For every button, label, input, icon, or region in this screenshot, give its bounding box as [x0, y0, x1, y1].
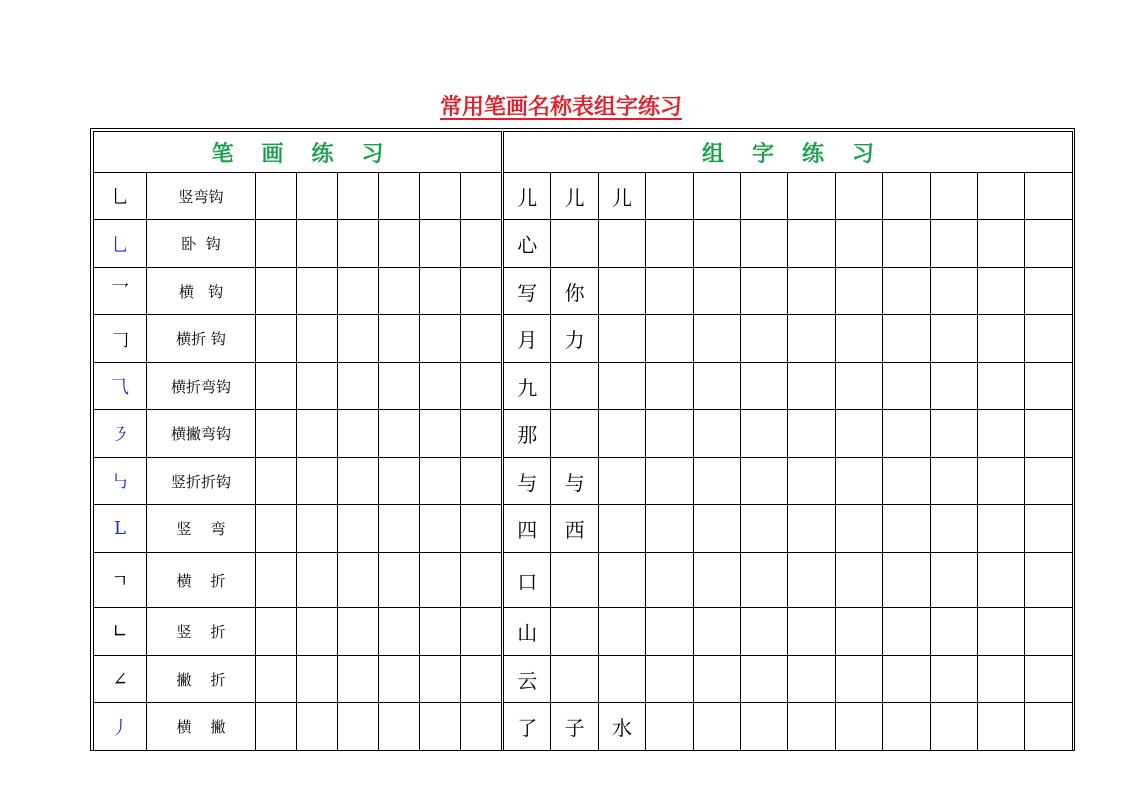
- practice-box[interactable]: [379, 268, 420, 315]
- practice-box[interactable]: [256, 656, 297, 703]
- practice-box[interactable]: [338, 553, 379, 608]
- practice-box[interactable]: [978, 410, 1025, 458]
- practice-box[interactable]: [835, 608, 882, 656]
- practice-box[interactable]: [835, 363, 882, 410]
- practice-box[interactable]: [835, 553, 882, 608]
- practice-box[interactable]: [646, 268, 693, 315]
- practice-box[interactable]: [646, 553, 693, 608]
- practice-box[interactable]: [978, 173, 1025, 220]
- practice-box[interactable]: [461, 363, 502, 410]
- practice-box[interactable]: [646, 656, 693, 703]
- practice-box[interactable]: [256, 553, 297, 608]
- example-char: [598, 268, 645, 315]
- practice-box[interactable]: [883, 608, 930, 656]
- practice-box[interactable]: [256, 505, 297, 553]
- compose-practice-header: 组字练习: [504, 132, 1073, 173]
- practice-box[interactable]: [835, 505, 882, 553]
- example-char: 力: [551, 315, 598, 363]
- practice-box[interactable]: [741, 220, 788, 268]
- practice-box[interactable]: [978, 553, 1025, 608]
- compose-practice-table: [503, 131, 1073, 751]
- practice-box[interactable]: [883, 268, 930, 315]
- practice-box[interactable]: [461, 410, 502, 458]
- practice-box[interactable]: [978, 458, 1025, 505]
- practice-box[interactable]: [978, 315, 1025, 363]
- stroke-row: [94, 656, 502, 703]
- practice-box[interactable]: [420, 410, 461, 458]
- example-char: 儿: [551, 173, 598, 220]
- practice-box[interactable]: [741, 553, 788, 608]
- practice-box[interactable]: [741, 505, 788, 553]
- practice-box[interactable]: [297, 458, 338, 505]
- practice-box[interactable]: [420, 608, 461, 656]
- practice-box[interactable]: [256, 410, 297, 458]
- stroke-symbol: ⺄: [94, 363, 147, 410]
- practice-box[interactable]: [379, 173, 420, 220]
- practice-box[interactable]: [930, 315, 977, 363]
- practice-box[interactable]: [297, 608, 338, 656]
- practice-box[interactable]: [379, 363, 420, 410]
- practice-box[interactable]: [1025, 458, 1073, 505]
- practice-box[interactable]: [338, 703, 379, 751]
- stroke-symbol: ∠: [94, 656, 147, 703]
- stroke-row: [94, 220, 502, 268]
- example-char: [551, 656, 598, 703]
- practice-box[interactable]: [1025, 363, 1073, 410]
- example-char: [551, 410, 598, 458]
- practice-box[interactable]: [646, 363, 693, 410]
- example-char: [598, 458, 645, 505]
- practice-box[interactable]: [256, 220, 297, 268]
- practice-box[interactable]: [338, 458, 379, 505]
- practice-box[interactable]: [338, 315, 379, 363]
- practice-box[interactable]: [883, 458, 930, 505]
- practice-box[interactable]: [338, 173, 379, 220]
- practice-box[interactable]: [461, 458, 502, 505]
- practice-box[interactable]: [835, 173, 882, 220]
- practice-box[interactable]: [338, 608, 379, 656]
- stroke-name: 横 撇: [147, 703, 256, 751]
- practice-box[interactable]: [788, 315, 835, 363]
- practice-box[interactable]: [297, 315, 338, 363]
- practice-box[interactable]: [978, 220, 1025, 268]
- practice-box[interactable]: [978, 268, 1025, 315]
- practice-box[interactable]: [741, 703, 788, 751]
- practice-box[interactable]: [883, 363, 930, 410]
- practice-box[interactable]: [420, 268, 461, 315]
- practice-box[interactable]: [420, 703, 461, 751]
- practice-box[interactable]: [835, 703, 882, 751]
- compose-row: [504, 458, 1073, 505]
- practice-box[interactable]: [930, 363, 977, 410]
- practice-box[interactable]: [461, 553, 502, 608]
- practice-box[interactable]: [297, 553, 338, 608]
- example-char: [551, 553, 598, 608]
- practice-box[interactable]: [978, 703, 1025, 751]
- practice-box[interactable]: [978, 363, 1025, 410]
- practice-box[interactable]: [379, 410, 420, 458]
- practice-box[interactable]: [883, 553, 930, 608]
- practice-box[interactable]: [338, 410, 379, 458]
- stroke-name: 竖折折钩: [147, 458, 256, 505]
- practice-box[interactable]: [646, 458, 693, 505]
- practice-box[interactable]: [420, 553, 461, 608]
- example-char: 水: [598, 703, 645, 751]
- practice-box[interactable]: [883, 410, 930, 458]
- practice-box[interactable]: [646, 315, 693, 363]
- practice-box[interactable]: [646, 220, 693, 268]
- practice-box[interactable]: [693, 363, 740, 410]
- practice-box[interactable]: [835, 458, 882, 505]
- practice-box[interactable]: [461, 220, 502, 268]
- practice-box[interactable]: [256, 173, 297, 220]
- practice-box[interactable]: [297, 220, 338, 268]
- practice-box[interactable]: [693, 458, 740, 505]
- practice-box[interactable]: [693, 268, 740, 315]
- practice-box[interactable]: [420, 458, 461, 505]
- practice-box[interactable]: [741, 315, 788, 363]
- compose-row: [504, 703, 1073, 751]
- example-char: [598, 363, 645, 410]
- practice-box[interactable]: [930, 220, 977, 268]
- practice-box[interactable]: [338, 363, 379, 410]
- stroke-symbol: 𠃌: [94, 315, 147, 363]
- practice-box[interactable]: [1025, 553, 1073, 608]
- practice-box[interactable]: [693, 656, 740, 703]
- practice-box[interactable]: [379, 505, 420, 553]
- example-char: [598, 608, 645, 656]
- stroke-symbol: 乚: [94, 173, 147, 220]
- stroke-symbol: 乛: [94, 268, 147, 315]
- stroke-practice-header: 笔画练习: [94, 132, 502, 173]
- example-char: 儿: [598, 173, 645, 220]
- compose-row: [504, 315, 1073, 363]
- example-char: 与: [551, 458, 598, 505]
- stroke-name: 横撇弯钩: [147, 410, 256, 458]
- practice-box[interactable]: [461, 703, 502, 751]
- practice-box[interactable]: [338, 656, 379, 703]
- stroke-name: 横 钩: [147, 268, 256, 315]
- practice-box[interactable]: [379, 315, 420, 363]
- practice-box[interactable]: [788, 505, 835, 553]
- stroke-symbol: 乚: [94, 220, 147, 268]
- stroke-name: 竖 折: [147, 608, 256, 656]
- practice-box[interactable]: [883, 220, 930, 268]
- practice-box[interactable]: [646, 703, 693, 751]
- practice-box[interactable]: [741, 458, 788, 505]
- practice-box[interactable]: [297, 363, 338, 410]
- practice-box[interactable]: [930, 173, 977, 220]
- stroke-symbol: ㇉: [94, 458, 147, 505]
- example-char: 口: [504, 553, 551, 608]
- stroke-name: 横 折: [147, 553, 256, 608]
- stroke-symbol: ∟: [94, 608, 147, 656]
- practice-box[interactable]: [1025, 220, 1073, 268]
- practice-box[interactable]: [693, 410, 740, 458]
- practice-box[interactable]: [835, 315, 882, 363]
- practice-box[interactable]: [883, 656, 930, 703]
- practice-box[interactable]: [835, 220, 882, 268]
- example-char: [551, 363, 598, 410]
- practice-box[interactable]: [883, 173, 930, 220]
- compose-row: [504, 608, 1073, 656]
- example-char: 那: [504, 410, 551, 458]
- practice-box[interactable]: [788, 656, 835, 703]
- compose-row: [504, 505, 1073, 553]
- practice-box[interactable]: [1025, 656, 1073, 703]
- practice-box[interactable]: [930, 608, 977, 656]
- practice-box[interactable]: [420, 315, 461, 363]
- stroke-row: [94, 505, 502, 553]
- practice-box[interactable]: [256, 703, 297, 751]
- practice-box[interactable]: [1025, 703, 1073, 751]
- example-char: [551, 220, 598, 268]
- practice-box[interactable]: [297, 268, 338, 315]
- example-char: [598, 656, 645, 703]
- practice-box[interactable]: [379, 553, 420, 608]
- practice-box[interactable]: [646, 173, 693, 220]
- practice-box[interactable]: [379, 608, 420, 656]
- example-char: 山: [504, 608, 551, 656]
- example-char: 儿: [504, 173, 551, 220]
- practice-box[interactable]: [978, 656, 1025, 703]
- practice-box[interactable]: [788, 363, 835, 410]
- practice-box[interactable]: [420, 505, 461, 553]
- stroke-symbol: L: [94, 505, 147, 553]
- practice-box[interactable]: [883, 703, 930, 751]
- practice-box[interactable]: [1025, 173, 1073, 220]
- stroke-practice-table: [93, 131, 502, 751]
- practice-box[interactable]: [379, 220, 420, 268]
- stroke-row: [94, 315, 502, 363]
- example-char: 月: [504, 315, 551, 363]
- practice-box[interactable]: [930, 703, 977, 751]
- stroke-row: [94, 703, 502, 751]
- example-char: 你: [551, 268, 598, 315]
- practice-box[interactable]: [788, 703, 835, 751]
- stroke-row: [94, 268, 502, 315]
- practice-box[interactable]: [741, 268, 788, 315]
- example-char: [598, 553, 645, 608]
- practice-box[interactable]: [338, 268, 379, 315]
- stroke-row: [94, 363, 502, 410]
- compose-row: [504, 410, 1073, 458]
- practice-box[interactable]: [741, 656, 788, 703]
- practice-box[interactable]: [338, 220, 379, 268]
- practice-box[interactable]: [693, 315, 740, 363]
- practice-box[interactable]: [256, 608, 297, 656]
- practice-box[interactable]: [693, 703, 740, 751]
- practice-box[interactable]: [741, 608, 788, 656]
- practice-box[interactable]: [338, 505, 379, 553]
- practice-box[interactable]: [1025, 608, 1073, 656]
- practice-box[interactable]: [297, 505, 338, 553]
- example-char: 四: [504, 505, 551, 553]
- compose-row: [504, 173, 1073, 220]
- stroke-row: [94, 553, 502, 608]
- practice-box[interactable]: [741, 410, 788, 458]
- practice-box[interactable]: [256, 363, 297, 410]
- practice-box[interactable]: [420, 173, 461, 220]
- stroke-row: [94, 608, 502, 656]
- practice-box[interactable]: [978, 608, 1025, 656]
- practice-box[interactable]: [788, 268, 835, 315]
- practice-box[interactable]: [693, 553, 740, 608]
- example-char: [598, 220, 645, 268]
- example-char: 云: [504, 656, 551, 703]
- practice-box[interactable]: [741, 363, 788, 410]
- practice-box[interactable]: [978, 505, 1025, 553]
- practice-box[interactable]: [1025, 505, 1073, 553]
- stroke-name: 撇 折: [147, 656, 256, 703]
- practice-box[interactable]: [788, 553, 835, 608]
- practice-box[interactable]: [646, 410, 693, 458]
- compose-row: [504, 268, 1073, 315]
- page-title: 常用笔画名称表组字练习: [439, 94, 682, 120]
- stroke-row: [94, 458, 502, 505]
- example-char: 子: [551, 703, 598, 751]
- practice-box[interactable]: [256, 315, 297, 363]
- practice-box[interactable]: [461, 608, 502, 656]
- practice-box[interactable]: [930, 505, 977, 553]
- practice-box[interactable]: [379, 703, 420, 751]
- practice-box[interactable]: [646, 505, 693, 553]
- stroke-name: 竖弯钩: [147, 173, 256, 220]
- practice-box[interactable]: [461, 268, 502, 315]
- example-char: 了: [504, 703, 551, 751]
- stroke-name: 横折 钩: [147, 315, 256, 363]
- stroke-name: 横折弯钩: [147, 363, 256, 410]
- example-char: [598, 505, 645, 553]
- practice-box[interactable]: [835, 656, 882, 703]
- stroke-symbol: 丿: [94, 703, 147, 751]
- practice-box[interactable]: [835, 410, 882, 458]
- stroke-name: 卧 钩: [147, 220, 256, 268]
- compose-row: [504, 220, 1073, 268]
- practice-box[interactable]: [461, 656, 502, 703]
- practice-box[interactable]: [420, 656, 461, 703]
- example-char: 西: [551, 505, 598, 553]
- practice-box[interactable]: [930, 268, 977, 315]
- practice-box[interactable]: [297, 703, 338, 751]
- practice-box[interactable]: [693, 173, 740, 220]
- stroke-symbol: ㄱ: [94, 553, 147, 608]
- practice-box[interactable]: [297, 656, 338, 703]
- practice-box[interactable]: [1025, 268, 1073, 315]
- practice-box[interactable]: [1025, 315, 1073, 363]
- practice-box[interactable]: [835, 268, 882, 315]
- practice-box[interactable]: [693, 608, 740, 656]
- example-char: [598, 315, 645, 363]
- practice-box[interactable]: [883, 505, 930, 553]
- practice-box[interactable]: [379, 656, 420, 703]
- practice-box[interactable]: [930, 458, 977, 505]
- example-char: 心: [504, 220, 551, 268]
- practice-box[interactable]: [930, 553, 977, 608]
- practice-box[interactable]: [741, 173, 788, 220]
- example-char: 九: [504, 363, 551, 410]
- practice-box[interactable]: [379, 458, 420, 505]
- example-char: [598, 410, 645, 458]
- practice-box[interactable]: [297, 410, 338, 458]
- practice-box[interactable]: [788, 173, 835, 220]
- practice-box[interactable]: [420, 363, 461, 410]
- practice-box[interactable]: [930, 656, 977, 703]
- example-char: [551, 608, 598, 656]
- stroke-row: [94, 410, 502, 458]
- practice-box[interactable]: [256, 458, 297, 505]
- practice-box[interactable]: [883, 315, 930, 363]
- practice-box[interactable]: [461, 173, 502, 220]
- example-char: 与: [504, 458, 551, 505]
- practice-box[interactable]: [461, 505, 502, 553]
- practice-box[interactable]: [788, 410, 835, 458]
- practice-box[interactable]: [256, 268, 297, 315]
- compose-row: [504, 656, 1073, 703]
- practice-box[interactable]: [1025, 410, 1073, 458]
- practice-box[interactable]: [788, 220, 835, 268]
- practice-box[interactable]: [693, 220, 740, 268]
- practice-box[interactable]: [930, 410, 977, 458]
- compose-row: [504, 553, 1073, 608]
- example-char: 写: [504, 268, 551, 315]
- practice-box[interactable]: [461, 315, 502, 363]
- practice-box[interactable]: [297, 173, 338, 220]
- practice-box[interactable]: [420, 220, 461, 268]
- stroke-row: [94, 173, 502, 220]
- practice-box[interactable]: [788, 458, 835, 505]
- stroke-symbol: ㇋: [94, 410, 147, 458]
- practice-box[interactable]: [693, 505, 740, 553]
- practice-box[interactable]: [788, 608, 835, 656]
- practice-box[interactable]: [646, 608, 693, 656]
- compose-row: [504, 363, 1073, 410]
- stroke-name: 竖 弯: [147, 505, 256, 553]
